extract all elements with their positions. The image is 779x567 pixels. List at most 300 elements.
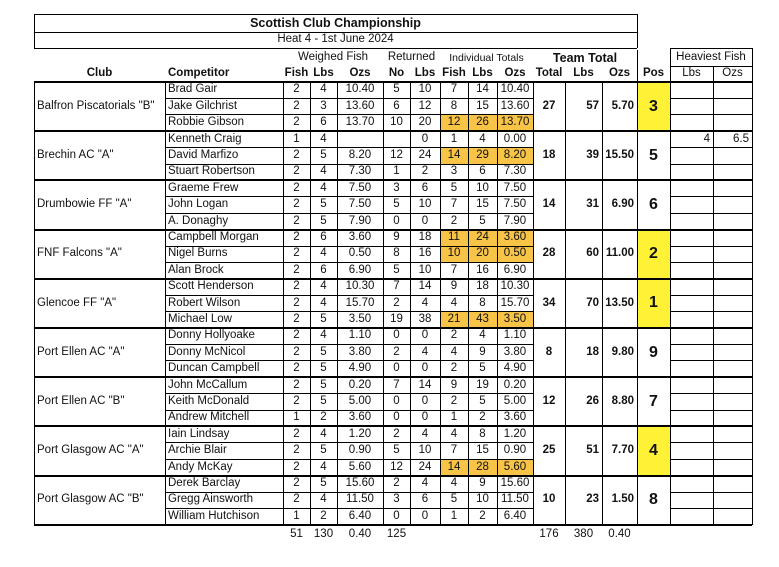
heaviest-fish-ozs: [713, 443, 752, 459]
grand-total-lbs: 130: [313, 527, 334, 540]
row-line: [670, 508, 752, 509]
column-line: [670, 50, 671, 525]
individual-fish: 1: [450, 411, 458, 424]
weighed-ozs: 7.90: [348, 214, 372, 227]
sheet-subtitle: Heat 4 - 1st June 2024: [277, 33, 394, 46]
weighed-lbs: 5: [320, 395, 327, 408]
weighed-ozs: 0.50: [348, 247, 372, 260]
row-line: [165, 459, 533, 460]
header-hf-ozs: Ozs: [722, 66, 743, 79]
competitor-name: Gregg Ainsworth: [168, 493, 254, 506]
heaviest-border: [670, 66, 752, 67]
title-border: [34, 14, 35, 48]
individual-ozs: 13.60: [500, 99, 530, 112]
competitor-name: Keith McDonald: [168, 395, 250, 408]
row-line: [670, 246, 752, 247]
header-team-ozs: Ozs: [608, 66, 631, 79]
header-returned-lbs: Lbs: [414, 66, 436, 79]
heaviest-fish-ozs: [713, 426, 752, 442]
individual-lbs: 2: [479, 509, 486, 522]
heaviest-fish-ozs: [713, 312, 752, 328]
individual-ozs: 7.90: [503, 214, 527, 227]
heaviest-fish-ozs: [713, 230, 752, 246]
club-separator: [34, 278, 752, 280]
returned-lbs: 24: [418, 460, 432, 473]
heaviest-fish-lbs: [670, 279, 713, 295]
individual-fish: 4: [450, 477, 458, 490]
individual-fish: 1: [450, 132, 458, 145]
returned-lbs: 4: [421, 296, 429, 309]
weighed-ozs: 1.10: [348, 329, 372, 342]
returned-no: 5: [393, 198, 400, 211]
weighed-ozs: 3.50: [348, 313, 372, 326]
returned-no: 5: [393, 444, 400, 457]
individual-lbs: 8: [479, 427, 486, 440]
heaviest-fish-lbs: [670, 82, 713, 98]
individual-lbs: 18: [476, 280, 489, 293]
competitor-name: Brad Gair: [168, 83, 218, 96]
team-position: 6: [649, 195, 658, 213]
team-total-ozs: 11.00: [605, 247, 634, 260]
weighed-lbs: 2: [320, 509, 327, 522]
heaviest-fish-lbs: [670, 361, 713, 377]
returned-lbs: 0: [421, 395, 429, 408]
individual-ozs: 0.90: [503, 444, 527, 457]
weighed-fish: 1: [293, 411, 300, 424]
competitor-name: John Logan: [168, 198, 229, 211]
weighed-ozs: 0.90: [348, 444, 372, 457]
heaviest-fish-ozs: [713, 180, 752, 196]
weighed-lbs: 3: [320, 99, 327, 112]
individual-fish: 2: [450, 214, 458, 227]
heaviest-fish-lbs: [670, 164, 713, 180]
returned-no: 9: [393, 231, 400, 244]
individual-fish: 2: [450, 362, 458, 375]
individual-lbs: 10: [476, 181, 489, 194]
competitor-name: Robert Wilson: [168, 296, 241, 309]
returned-no: 2: [393, 427, 400, 440]
returned-no: 19: [390, 313, 403, 326]
row-line: [165, 393, 533, 394]
returned-lbs: 6: [421, 181, 429, 194]
club-name: Balfron Piscatorials "B": [37, 99, 155, 112]
heaviest-fish-ozs: [713, 197, 752, 213]
returned-no: 5: [393, 83, 400, 96]
weighed-lbs: 4: [320, 181, 327, 194]
individual-lbs: 15: [476, 198, 489, 211]
weighed-ozs: [337, 131, 383, 147]
competitor-name: Campbell Morgan: [168, 231, 259, 244]
weighed-fish: 1: [293, 509, 300, 522]
heaviest-fish-ozs: [713, 246, 752, 262]
heaviest-fish-lbs: [670, 410, 713, 426]
column-line: [310, 82, 311, 525]
returned-no: 7: [393, 378, 400, 391]
individual-fish: 9: [450, 280, 458, 293]
weighed-ozs: 7.50: [348, 181, 372, 194]
heaviest-fish-ozs: [713, 164, 752, 180]
weighed-fish: 2: [293, 362, 300, 375]
weighed-ozs: 6.40: [348, 509, 372, 522]
heaviest-fish-lbs: 4: [703, 132, 710, 145]
weighed-fish: 2: [293, 149, 300, 162]
competitor-name: Donny Hollyoake: [168, 329, 255, 342]
team-total-fish: 8: [545, 345, 553, 358]
row-line: [670, 459, 752, 460]
returned-lbs: 0: [421, 509, 429, 522]
row-line: [165, 98, 533, 99]
heaviest-fish-ozs: [713, 508, 752, 524]
team-total-ozs: 5.70: [611, 99, 634, 112]
weighed-lbs: 5: [320, 362, 327, 375]
weighed-ozs: 15.70: [345, 296, 375, 309]
competitor-name: John McCallum: [168, 378, 248, 391]
team-total-fish: 28: [542, 247, 556, 260]
individual-ozs: 5.60: [503, 460, 527, 473]
heaviest-fish-ozs: 6.5: [733, 132, 749, 145]
weighed-lbs: 4: [320, 165, 327, 178]
weighed-lbs: 5: [320, 444, 327, 457]
individual-lbs: 20: [476, 247, 489, 260]
weighed-fish: 2: [293, 99, 300, 112]
individual-ozs: 3.60: [503, 411, 527, 424]
individual-lbs: 28: [476, 460, 489, 473]
returned-no: 2: [393, 477, 400, 490]
individual-lbs: 26: [476, 116, 489, 129]
competitor-name: William Hutchison: [168, 509, 260, 522]
weighed-lbs: 5: [320, 345, 327, 358]
individual-ozs: 0.00: [503, 132, 527, 145]
weighed-fish: 2: [293, 280, 300, 293]
individual-ozs: 3.60: [503, 231, 527, 244]
returned-lbs: 0: [421, 329, 429, 342]
club-name: Port Glasgow AC "B": [37, 493, 144, 506]
weighed-lbs: 5: [320, 214, 327, 227]
team-total-ozs: 8.80: [611, 395, 634, 408]
row-line: [670, 393, 752, 394]
row-line: [670, 492, 752, 493]
individual-fish: 2: [450, 395, 458, 408]
competitor-name: Graeme Frew: [168, 181, 239, 194]
individual-lbs: 14: [476, 83, 489, 96]
weighed-fish: 2: [293, 198, 300, 211]
competitor-name: Robbie Gibson: [168, 116, 245, 129]
weighed-ozs: 3.80: [348, 345, 372, 358]
row-line: [165, 295, 533, 296]
column-line: [602, 82, 603, 525]
competitor-name: Nigel Burns: [168, 247, 228, 260]
row-line: [670, 98, 752, 99]
individual-lbs: 5: [479, 214, 486, 227]
heaviest-fish-ozs: [713, 410, 752, 426]
returned-lbs: 4: [421, 477, 429, 490]
weighed-lbs: 4: [320, 296, 327, 309]
returned-no: 10: [390, 116, 403, 129]
individual-fish: 1: [450, 509, 458, 522]
header-hf-lbs: Lbs: [682, 66, 701, 79]
heaviest-fish-lbs: [670, 328, 713, 344]
returned-lbs: 10: [418, 444, 432, 457]
individual-ozs: 0.50: [503, 247, 527, 260]
row-line: [165, 492, 533, 493]
competitor-name: Stuart Robertson: [168, 165, 255, 178]
title-border: [34, 32, 637, 33]
heaviest-border: [752, 48, 753, 525]
individual-fish: 11: [448, 231, 460, 244]
column-line: [565, 82, 566, 525]
grand-total-returned: 125: [386, 527, 407, 540]
weighed-lbs: 5: [320, 149, 327, 162]
row-line: [670, 114, 752, 115]
team-total-ozs: 7.70: [611, 444, 634, 457]
team-total-lbs: 51: [586, 444, 599, 457]
row-line: [670, 311, 752, 312]
weighed-fish: 2: [293, 296, 300, 309]
returned-no: [383, 131, 410, 147]
returned-lbs: 4: [421, 427, 429, 440]
club-separator: [34, 376, 752, 378]
individual-fish: 21: [447, 313, 461, 326]
column-line: [533, 82, 534, 525]
club-name: Glencoe FF "A": [37, 296, 117, 309]
heaviest-fish-lbs: [670, 180, 713, 196]
row-line: [670, 295, 752, 296]
returned-lbs: 14: [418, 378, 432, 391]
returned-lbs: 6: [421, 493, 429, 506]
heaviest-fish-lbs: [670, 426, 713, 442]
weighed-lbs: 4: [320, 132, 327, 145]
weighed-lbs: 4: [320, 247, 327, 260]
club-separator: [34, 524, 752, 526]
returned-lbs: 24: [418, 149, 432, 162]
returned-lbs: 0: [421, 214, 429, 227]
club-separator: [34, 327, 752, 329]
individual-fish: 12: [447, 116, 461, 129]
weighed-ozs: 5.00: [348, 395, 372, 408]
row-line: [670, 262, 752, 263]
weighed-lbs: 4: [320, 493, 327, 506]
weighed-fish: 2: [293, 460, 300, 473]
team-total-ozs: 1.50: [611, 493, 634, 506]
team-position: 4: [649, 441, 658, 459]
competitor-name: Iain Lindsay: [168, 427, 230, 440]
weighed-ozs: 1.20: [348, 427, 372, 440]
row-line: [670, 213, 752, 214]
competitor-name: Kenneth Craig: [168, 132, 242, 145]
title-border: [34, 48, 637, 49]
returned-lbs: 0: [421, 132, 429, 145]
individual-lbs: 9: [479, 345, 486, 358]
individual-fish: 5: [450, 181, 458, 194]
heaviest-fish-ozs: [713, 394, 752, 410]
heaviest-fish-ozs: [713, 148, 752, 164]
grand-total-fish: 51: [290, 527, 303, 540]
grand-team-ozs: 0.40: [608, 527, 631, 540]
individual-ozs: 13.70: [500, 116, 530, 129]
heaviest-fish-lbs: [670, 394, 713, 410]
heaviest-fish-ozs: [713, 262, 752, 278]
weighed-fish: 2: [293, 165, 300, 178]
returned-no: 8: [393, 247, 400, 260]
competitor-name: Andrew Mitchell: [168, 411, 250, 424]
competitor-name: David Marfizo: [168, 149, 239, 162]
individual-lbs: 16: [476, 263, 489, 276]
header-fish: Fish: [284, 66, 309, 79]
column-line: [165, 82, 166, 525]
column-line: [497, 82, 498, 525]
returned-no: 1: [393, 165, 400, 178]
row-line: [165, 344, 533, 345]
weighed-fish: 2: [293, 231, 300, 244]
row-line: [670, 360, 752, 361]
individual-fish: 4: [450, 296, 458, 309]
individual-fish: 7: [450, 198, 458, 211]
returned-lbs: 20: [418, 116, 432, 129]
heaviest-fish-lbs: [670, 213, 713, 229]
grand-team-total: 176: [539, 527, 559, 540]
weighed-fish: 2: [293, 116, 300, 129]
weighed-lbs: 5: [320, 313, 327, 326]
individual-lbs: 29: [476, 149, 489, 162]
individual-fish: 9: [450, 378, 458, 391]
team-total-fish: 34: [542, 296, 556, 309]
individual-lbs: 19: [476, 378, 489, 391]
heaviest-fish-lbs: [670, 377, 713, 393]
heaviest-fish-ozs: [713, 82, 752, 98]
heaviest-fish-ozs: [713, 459, 752, 475]
weighed-ozs: 5.60: [348, 460, 372, 473]
weighed-fish: 2: [293, 493, 300, 506]
team-total-ozs: 15.50: [605, 149, 634, 162]
header-returned-no: No: [388, 66, 405, 79]
column-line: [410, 82, 411, 525]
weighed-ozs: 3.60: [348, 411, 372, 424]
individual-lbs: 5: [479, 362, 486, 375]
team-total-lbs: 60: [586, 247, 599, 260]
returned-no: 6: [393, 99, 400, 112]
club-separator: [34, 179, 752, 181]
individual-lbs: 4: [479, 132, 486, 145]
individual-lbs: 10: [476, 493, 489, 506]
individual-ozs: 15.70: [500, 296, 530, 309]
individual-lbs: 15: [476, 444, 489, 457]
weighed-fish: 2: [293, 395, 300, 408]
row-line: [165, 508, 533, 509]
team-total-ozs: 6.90: [611, 198, 634, 211]
heaviest-fish-lbs: [670, 148, 713, 164]
team-position: 9: [649, 343, 658, 361]
individual-lbs: 9: [479, 477, 486, 490]
header-lbs: Lbs: [313, 66, 334, 79]
team-total-fish: 14: [542, 198, 556, 211]
grand-team-lbs: 380: [573, 527, 594, 540]
weighed-fish: 2: [293, 83, 300, 96]
individual-lbs: 6: [479, 165, 486, 178]
individual-ozs: 10.40: [500, 83, 530, 96]
row-line: [165, 410, 533, 411]
team-total-lbs: 31: [586, 198, 599, 211]
individual-ozs: 4.90: [503, 362, 527, 375]
header-team-total: Team Total: [552, 50, 618, 65]
heaviest-fish-ozs: [713, 115, 752, 131]
row-line: [165, 114, 533, 115]
grand-total-ozs: 0.40: [348, 527, 372, 540]
row-line: [165, 311, 533, 312]
weighed-ozs: 15.60: [345, 477, 375, 490]
heaviest-fish-lbs: [670, 295, 713, 311]
header-team-total-fish: Total: [535, 66, 563, 79]
heaviest-fish-ozs: [713, 98, 752, 114]
club-separator: [34, 130, 752, 132]
heaviest-fish-lbs: [670, 262, 713, 278]
heaviest-fish-ozs: [713, 476, 752, 492]
row-line: [165, 262, 533, 263]
weighed-lbs: 6: [320, 231, 327, 244]
column-line: [337, 82, 338, 525]
individual-lbs: 2: [479, 411, 486, 424]
competitor-name: Andy McKay: [168, 460, 233, 473]
weighed-lbs: 5: [320, 198, 327, 211]
heaviest-fish-lbs: [670, 230, 713, 246]
weighed-lbs: 5: [320, 477, 327, 490]
competitor-name: Scott Henderson: [168, 280, 254, 293]
individual-fish: 7: [450, 83, 458, 96]
team-total-ozs: 13.50: [605, 296, 634, 309]
competitor-name: A. Donaghy: [168, 214, 229, 227]
header-individual-totals: Individual Totals: [449, 51, 524, 64]
individual-ozs: 6.40: [503, 509, 527, 522]
returned-lbs: 10: [418, 198, 432, 211]
row-line: [165, 164, 533, 165]
returned-no: 7: [393, 280, 400, 293]
column-line: [440, 82, 441, 525]
column-line: [468, 82, 469, 525]
individual-fish: 7: [450, 444, 458, 457]
weighed-lbs: 5: [320, 378, 327, 391]
column-line: [283, 82, 284, 525]
weighed-ozs: 4.90: [348, 362, 372, 375]
individual-fish: 4: [450, 345, 458, 358]
returned-no: 0: [393, 411, 400, 424]
column-line: [637, 50, 638, 525]
weighed-lbs: 6: [320, 116, 327, 129]
individual-fish: 5: [450, 493, 458, 506]
weighed-lbs: 2: [320, 411, 327, 424]
team-total-lbs: 23: [586, 493, 599, 506]
competitor-name: Derek Barclay: [168, 477, 241, 490]
returned-no: 2: [393, 345, 400, 358]
heaviest-fish-ozs: [713, 492, 752, 508]
weighed-ozs: 13.70: [345, 116, 375, 129]
header-club: Club: [86, 66, 113, 79]
heaviest-fish-lbs: [670, 344, 713, 360]
returned-lbs: 16: [418, 247, 432, 260]
returned-lbs: 2: [421, 165, 429, 178]
competitor-name: Michael Low: [168, 313, 232, 326]
row-line: [670, 164, 752, 165]
team-position: 8: [649, 491, 658, 509]
heaviest-fish-ozs: [713, 344, 752, 360]
individual-ozs: 1.10: [503, 329, 527, 342]
heaviest-fish-lbs: [670, 492, 713, 508]
weighed-fish: 2: [293, 427, 300, 440]
individual-ozs: 15.60: [500, 477, 530, 490]
individual-lbs: 15: [476, 99, 489, 112]
team-total-lbs: 18: [586, 345, 599, 358]
returned-lbs: 38: [418, 313, 432, 326]
individual-fish: 7: [450, 263, 458, 276]
weighed-lbs: 4: [320, 329, 327, 342]
